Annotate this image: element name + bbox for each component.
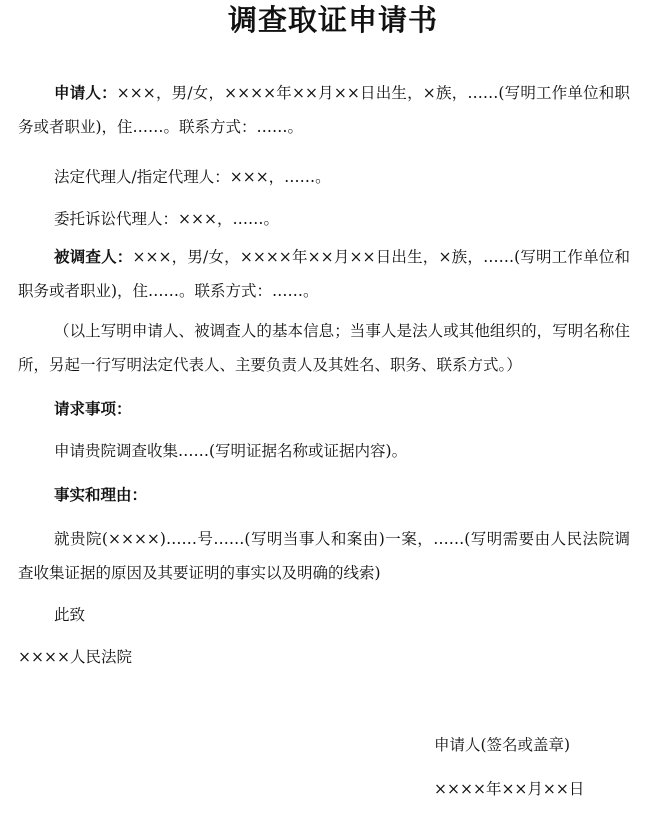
legal-representative-line: 法定代理人/指定代理人：×××，……。 — [54, 168, 331, 186]
respondent-label: 被调查人： — [54, 248, 133, 266]
applicant-paragraph — [18, 76, 630, 144]
request-heading: 请求事项： — [54, 400, 132, 418]
request-text: 申请贵院调查收集……(写明证据名称或证据内容)。 — [54, 442, 408, 460]
note-paragraph: （以上写明申请人、被调查人的基本信息；当事人是法人或其他组织的，写明名称住所，另起一行写明法定代表人、主要负责人及其姓名、职务、联系方式。） — [18, 322, 630, 374]
respondent-paragraph — [18, 240, 630, 308]
document-title: 调查取证申请书 — [227, 3, 438, 37]
date-line: ××××年××月××日 — [434, 780, 585, 798]
facts-heading: 事实和理由： — [54, 486, 148, 504]
agent-line: 委托诉讼代理人：×××，……。 — [54, 210, 279, 228]
applicant-label: 申请人： — [54, 84, 117, 102]
salutation: 此致 — [54, 606, 86, 624]
applicant-text: ×××，男/女，××××年××月××日出生，×族，……(写明工作单位和职务或者职业)，住……。联系方式：……。 — [18, 84, 630, 136]
facts-text: 就贵院(××××)……号……(写明当事人和案由)一案，……(写明需要由人民法院调查收集证据的原因及其要证明的事实以及明确的线索) — [18, 530, 630, 582]
court-name: ××××人民法院 — [18, 648, 132, 666]
respondent-text: ×××，男/女，××××年××月××日出生，×族，……(写明工作单位和职务或者职业)，住……。联系方式：……。 — [18, 248, 630, 300]
signature-line: 申请人(签名或盖章) — [434, 736, 571, 754]
